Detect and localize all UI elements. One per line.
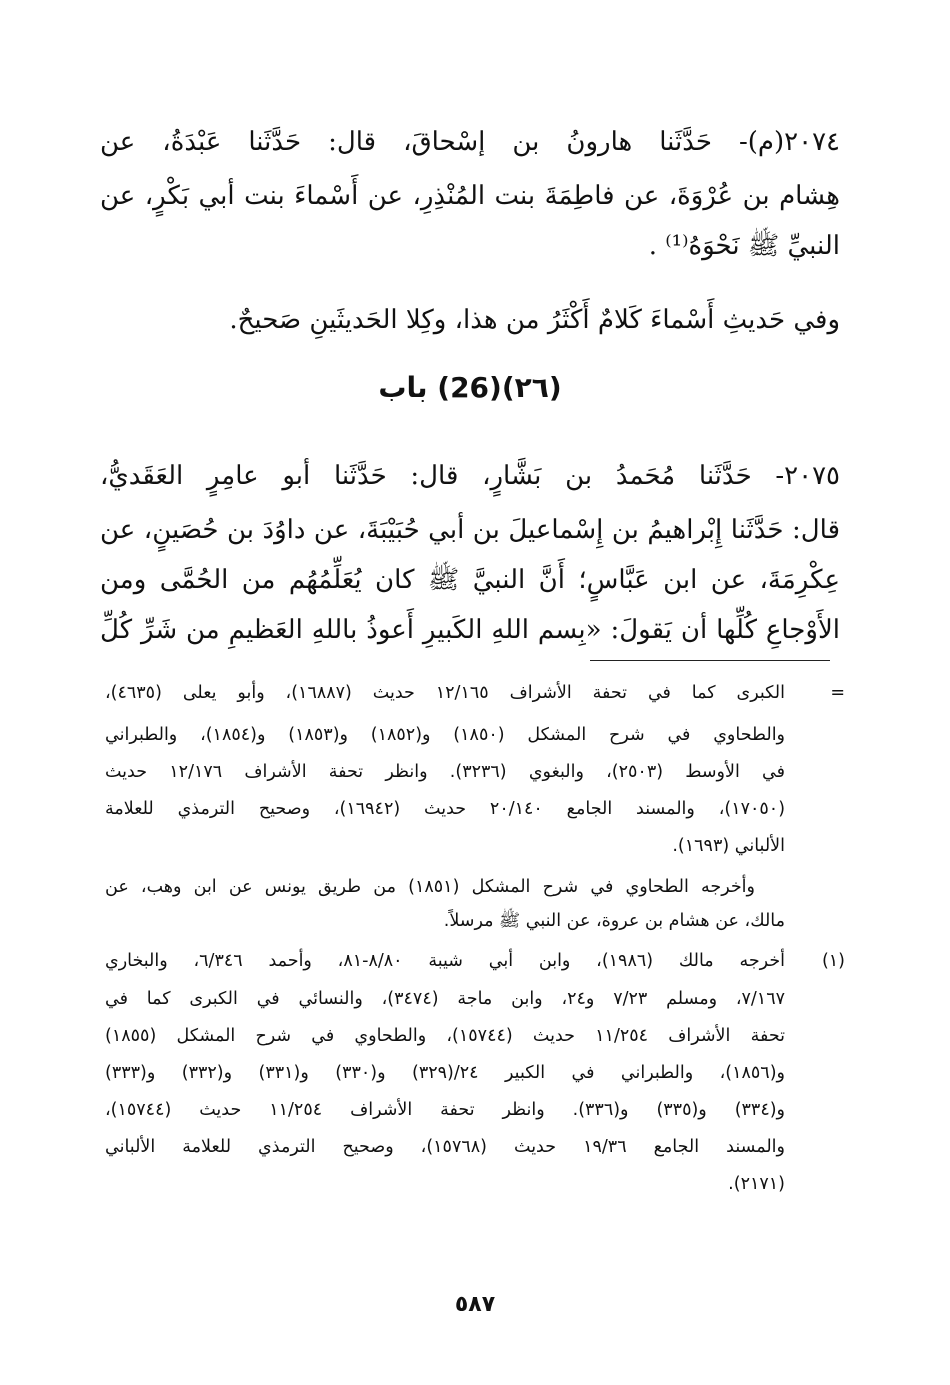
footnote-1-line-6: والمسند الجامع ١٩/٣٦ حديث (١٥٧٦٨)، وصحيح الترمذي للعلامة الألباني [105,1137,785,1157]
footnote-continuation-line-1: الكبرى كما في تحفة الأشراف ١٢/١٦٥ حديث (١٦٨٨٧)، وأبو يعلى (٤٦٣٥)، [105,683,785,703]
footnote-1-line-4: و(١٨٥٦)، والطبراني في الكبير ٢٤/(٣٢٩) و(٣٣٠) و(٣٣١) و(٣٣٢) و(٣٣٣) [105,1063,785,1083]
footnote-1-line-7: (٢١٧١). [728,1174,785,1194]
hadith-2074-line-1: ٢٠٧٤(م)- حَدَّثَنا هارونُ بن إسْحاقَ، قال: حَدَّثَنا عَبْدَةُ، عن [100,127,840,157]
footnote-continuation-marker: = [830,683,845,703]
footnote-divider [590,660,830,661]
chapter-heading: (٢٦)(26) باب [378,371,562,404]
footnote-1-line-3: تحفة الأشراف ١١/٢٥٤ حديث (١٥٧٤٤)، والطحاوي في شرح المشكل (١٨٥٥) [105,1026,785,1046]
footnote-continuation-line-2: والطحاوي في شرح المشكل (١٨٥٠) و(١٨٥٢) و(١٨٥٣) و(١٨٥٤)، والطبراني [105,725,786,745]
footnote-1-line-5: و(٣٣٤) و(٣٣٥) و(٣٣٦). وانظر تحفة الأشراف ١١/٢٥٤ حديث (١٥٧٤٤)، [105,1100,786,1120]
hadith-2074-line-2: هِشام بن عُرْوَةَ، عن فاطِمَةَ بنت المُنْذِرِ، عن أَسْماءَ بنت أبي بَكْرٍ، عن [100,181,840,211]
grading-remark: وفي حَديثِ أَسْماءَ كَلامٌ أَكْثَرُ من هذا، وكِلا الحَديثَينِ صَحيحٌ. [229,305,840,335]
footnote-1-line-2: ٧/١٦٧، ومسلم ٧/٢٣ و٢٤، وابن ماجة (٣٤٧٤)، والنسائي في الكبرى كما في [105,989,785,1009]
page-number: ٥٨٧ [454,1292,496,1317]
footnote-1-line-1: أخرجه مالك (١٩٨٦)، وابن أبي شيبة ٨/٨٠-٨١، وأحمد ٦/٣٤٦، والبخاري [105,951,785,971]
footnote-extra-line-2: مالك، عن هشام بن عروة، عن النبي ﷺ مرسلاً. [443,911,785,931]
footnote-1-marker: (١) [821,951,845,971]
footnote-continuation-line-5: الألباني (١٦٩٣). [672,836,785,856]
footnote-extra-line-1: وأخرجه الطحاوي في شرح المشكل (١٨٥١) من طريق يونس عن ابن وهب، عن [105,877,755,897]
footnote-continuation-line-4: (١٧٠٥٠)، والمسند الجامع ٢٠/١٤٠ حديث (١٦٩٤٢)، وصحيح الترمذي للعلامة [105,799,786,819]
hadith-2075-line-3: عِكْرِمَةَ، عن ابن عَبَّاسٍ؛ أَنَّ النبيَّ ﷺ كان يُعَلِّمُهُم من الحُمَّى ومن [100,565,840,595]
footnote-continuation-line-3: في الأوسط (٢٥٠٣)، والبغوي (٣٢٣٦). وانظر تحفة الأشراف ١٢/١٧٦ حديث [105,762,785,782]
hadith-2075-line-4: الأَوْجاعِ كُلِّها أن يَقولَ: «بِسم اللهِ الكَبيرِ أَعوذُ باللهِ العَظيمِ من شَرِّ كُلِّ [100,615,840,645]
hadith-2074-line-3: النبيِّ ﷺ نَحْوَهُ⁽¹⁾ . [648,231,840,261]
hadith-2075-line-2: قال: حَدَّثَنا إِبْراهيمُ بن إِسْماعيلَ بن أبي حُبَيْبَةَ، عن داوُدَ بن حُصَينٍ، عن [100,515,840,545]
hadith-2075-line-1: ٢٠٧٥- حَدَّثَنا مُحَمدُ بن بَشَّارٍ، قال: حَدَّثَنا أبو عامِرٍ العَقَديُّ، [100,461,840,491]
